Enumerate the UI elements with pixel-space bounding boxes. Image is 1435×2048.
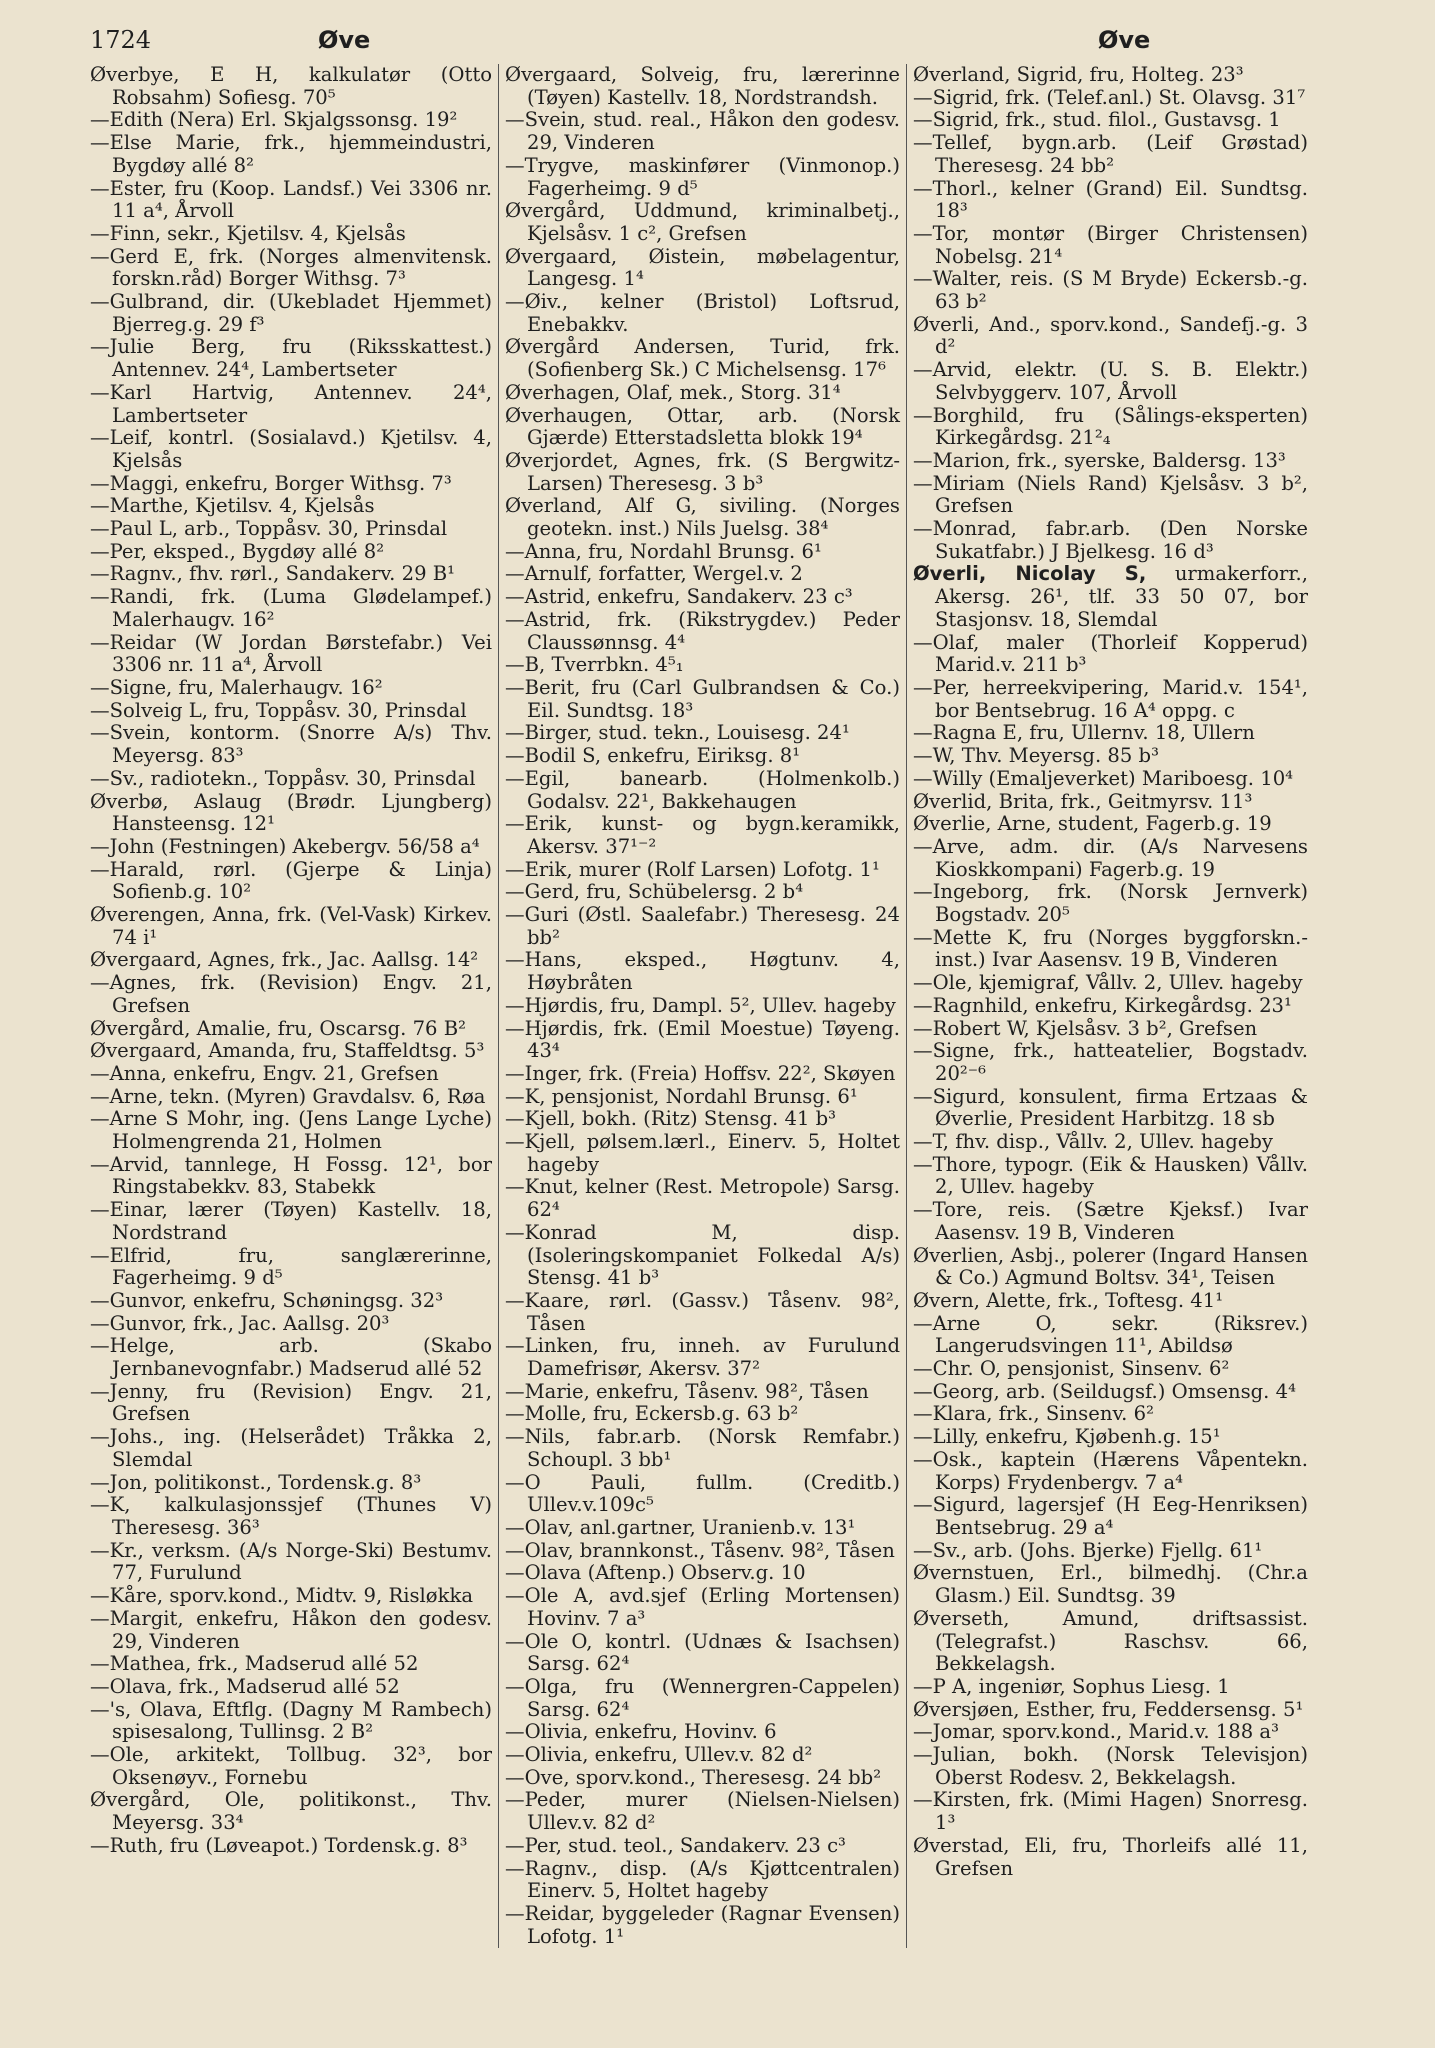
column-1 xyxy=(90,64,498,1948)
directory-entry: —K, pensjonist, Nordahl Brunsg. 6¹ xyxy=(505,1084,858,1108)
directory-entry: —Borghild, fru (Sålings-eksperten) Kirkegårdsg. 21²₄ xyxy=(913,403,1308,450)
directory-entry: —B, Tverrbkn. 4⁵₁ xyxy=(505,653,684,677)
directory-entry: —Karl Hartvig, Antennev. 24⁴, Lambertseter xyxy=(90,380,492,427)
directory-entry: —Finn, sekr., Kjetilsv. 4, Kjelsås xyxy=(90,221,406,245)
directory-entry: —Per, eksped., Bygdøy allé 8² xyxy=(90,539,385,563)
directory-entry: —Per, stud. teol., Sandakerv. 23 c³ xyxy=(505,1833,846,1857)
directory-entry: Øverlid, Brita, frk., Geitmyrsv. 11³ xyxy=(913,789,1253,813)
directory-entry: —Hjørdis, fru, Dampl. 5², Ullev. hageby xyxy=(505,993,896,1017)
directory-entry: —Olga, fru (Wennergren-Cappelen) Sarsg. 62⁴ xyxy=(505,1674,900,1721)
directory-entry: —Robert W, Kjelsåsv. 3 b², Grefsen xyxy=(913,1016,1258,1040)
directory-entry: —Kjell, pølsem.lærl., Einerv. 5, Holtet hageby xyxy=(505,1130,900,1176)
directory-entry: —Ole O, kontrl. (Udnæs & Isachsen) Sarsg. 62⁴ xyxy=(505,1629,900,1676)
directory-entry: Øverli, And., sporv.kond., Sandefj.-g. 3 d² xyxy=(913,312,1308,359)
directory-entry: Øvern, Alette, frk., Toftesg. 41¹ xyxy=(913,1288,1224,1312)
column-2 xyxy=(498,64,906,1948)
directory-entry: —Osk., kaptein (Hærens Våpentekn. Korps) Frydenbergv. 7 a⁴ xyxy=(913,1447,1308,1494)
directory-entry: —Monrad, fabr.arb. (Den Norske Sukatfabr.) J Bjelkesg. 16 d³ xyxy=(913,517,1308,563)
directory-entry: —Einar, lærer (Tøyen) Kastellv. 18, Nordstrand xyxy=(90,1198,492,1244)
directory-entry: —Astrid, enkefru, Sandakerv. 23 c³ xyxy=(505,585,853,609)
directory-entry: —Signe, frk., hatteatelier, Bogstadv. 20²⁻⁶ xyxy=(913,1039,1308,1085)
directory-entry: —Mathea, frk., Madserud allé 52 xyxy=(90,1652,419,1676)
directory-entry: Øverhagen, Olaf, mek., Storg. 31⁴ xyxy=(505,380,841,404)
directory-entry: —K, kalkulasjonssjef (Thunes V) Theresesg. 36³ xyxy=(90,1493,492,1539)
directory-entry: Øverland, Sigrid, fru, Holteg. 23³ xyxy=(913,63,1244,86)
directory-entry: —Knut, kelner (Rest. Metropole) Sarsg. 62⁴ xyxy=(505,1175,900,1222)
directory-entry: —Tellef, bygn.arb. (Leif Grøstad) Theresesg. 24 bb² xyxy=(913,131,1308,177)
directory-entry: —P A, ingeniør, Sophus Liesg. 1 xyxy=(913,1674,1230,1698)
entry-details: urmakerforr., Akersg. 26¹, tlf. 33 50 07, bor Stasjonsv. 18, Slemdal xyxy=(935,562,1308,631)
directory-entry: —Edith (Nera) Erl. Skjalgssonsg. 19² xyxy=(90,108,458,132)
directory-entry: Øvergård, Ole, politikonst., Thv. Meyersg. 33⁴ xyxy=(90,1788,492,1835)
directory-entry: —Linken, fru, inneh. av Furulund Damefrisør, Akersv. 37² xyxy=(505,1334,900,1381)
directory-entry: —Astrid, frk. (Rikstrygdev.) Peder Claussønnsg. 4⁴ xyxy=(505,607,900,654)
directory-entry: —Ragnv., disp. (A/s Kjøttcentralen) Einerv. 5, Holtet hageby xyxy=(505,1856,900,1903)
directory-entry: —Trygve, maskinfører (Vinmonop.) Fagerheimg. 9 d⁵ xyxy=(505,153,900,200)
directory-entry: —Sigrid, frk., stud. filol., Gustavsg. 1 xyxy=(913,108,1281,132)
directory-entry: —Gunvor, enkefru, Schøningsg. 32³ xyxy=(90,1288,444,1312)
directory-entry: —Georg, arb. (Seildugsf.) Omsensg. 4⁴ xyxy=(913,1379,1296,1403)
directory-entry: —Mette K, fru (Norges byggforskn.-inst.) Ivar Aasensv. 19 B, Vinderen xyxy=(913,925,1308,972)
directory-entry: —Ragnhild, enkefru, Kirkegårdsg. 23¹ xyxy=(913,993,1292,1017)
directory-entry: —Johs., ing. (Helserådet) Tråkka 2, Slemdal xyxy=(90,1425,492,1471)
directory-entry: —Nils, fabr.arb. (Norsk Remfabr.) Schoupl. 3 bb¹ xyxy=(505,1425,900,1471)
directory-entry: —Arne O, sekr. (Riksrev.) Langerudsvingen 11¹, Abildsø xyxy=(913,1311,1308,1358)
directory-entry: —Ove, sporv.kond., Theresesg. 24 bb² xyxy=(505,1765,882,1789)
directory-entry: —Else Marie, frk., hjemmeindustri, Bygdøy allé 8² xyxy=(90,131,492,177)
entry-name-bold: Øverli, Nicolay S, xyxy=(913,562,1147,586)
directory-entry: —Erik, murer (Rolf Larsen) Lofotg. 1¹ xyxy=(505,857,880,881)
directory-entry: —Molle, fru, Eckersb.g. 63 b² xyxy=(505,1402,799,1426)
directory-entry: Øvergaard, Amanda, fru, Staffeldtsg. 5³ xyxy=(90,1039,485,1063)
directory-entry: —Egil, banearb. (Holmenkolb.) Godalsv. 22¹, Bakkehaugen xyxy=(505,766,900,813)
directory-entry: —Gerd, fru, Schübelersg. 2 b⁴ xyxy=(505,880,804,904)
directory-entry: Øverseth, Amund, driftsassist. (Telegrafst.) Raschsv. 66, Bekkelagsh. xyxy=(913,1606,1308,1676)
directory-entry: —Jon, politikonst., Tordensk.g. 8³ xyxy=(90,1470,422,1494)
directory-entry: Øverhaugen, Ottar, arb. (Norsk Gjærde) Etterstadsletta blokk 19⁴ xyxy=(505,403,900,450)
directory-entry: —Sigurd, konsulent, firma Ertzaas & Øverlie, President Harbitzg. 18 sb xyxy=(913,1084,1308,1131)
directory-entry: —O Pauli, fullm. (Creditb.) Ullev.v.109c⁵ xyxy=(505,1470,900,1517)
directory-entry: Øvergaard, Agnes, frk., Jac. Aallsg. 14² xyxy=(90,948,479,972)
directory-entry: Øvergaard, Solveig, fru, lærerinne (Tøyen) Kastellv. 18, Nordstrandsh. xyxy=(505,63,900,109)
directory-entry: —Klara, frk., Sinsenv. 6² xyxy=(913,1402,1154,1426)
directory-entry: —Solveig L, fru, Toppåsv. 30, Prinsdal xyxy=(90,698,467,722)
directory-entry: —Agnes, frk. (Revision) Engv. 21, Grefsen xyxy=(90,971,492,1017)
directory-entry: Øverjordet, Agnes, frk. (S Bergwitz-Larsen) Theresesg. 3 b³ xyxy=(505,448,900,495)
directory-entry: —Leif, kontrl. (Sosialavd.) Kjetilsv. 4, Kjelsås xyxy=(90,426,492,472)
page-header xyxy=(90,20,1413,64)
directory-entry: —Arvid, tannlege, H Fossg. 12¹, bor Ringstabekkv. 83, Stabekk xyxy=(90,1152,492,1199)
column-3 xyxy=(906,64,1314,1948)
directory-entry: —Konrad M, disp. (Isoleringskompaniet Folkedal A/s) Stensg. 41 b³ xyxy=(505,1220,900,1290)
directory-entry: —Olava, frk., Madserud allé 52 xyxy=(90,1674,400,1698)
directory-entry: —Ragnv., fhv. rørl., Sandakerv. 29 B¹ xyxy=(90,562,456,586)
directory-entry: Øverbø, Aslaug (Brødr. Ljungberg) Hansteensg. 12¹ xyxy=(90,789,492,836)
directory-entry: —Miriam (Niels Rand) Kjelsåsv. 3 b², Grefsen xyxy=(913,471,1308,518)
directory-entry: —Olav, brannkonst., Tåsenv. 98², Tåsen xyxy=(505,1538,895,1562)
directory-entry: —Sv., arb. (Johs. Bjerke) Fjellg. 61¹ xyxy=(913,1538,1263,1562)
directory-entry: —Olav, anl.gartner, Uranienb.v. 13¹ xyxy=(505,1516,856,1539)
directory-entry: —Ole, arkitekt, Tollbug. 32³, bor Oksenøyv., Fornebu xyxy=(90,1743,492,1789)
page-number: 1724 xyxy=(90,26,152,54)
running-head-left: Øve xyxy=(318,26,371,54)
directory-entry xyxy=(913,563,1308,631)
directory-entry: —Margit, enkefru, Håkon den godesv. 29, Vinderen xyxy=(90,1606,492,1653)
directory-entry: Øverland, Alf G, siviling. (Norges geotekn. inst.) Nils Juelsg. 38⁴ xyxy=(505,494,900,541)
directory-entry: —Thore, typogr. (Eik & Hausken) Vållv. 2, Ullev. hageby xyxy=(913,1152,1308,1199)
directory-entry: —Lilly, enkefru, Kjøbenh.g. 15¹ xyxy=(913,1425,1221,1449)
directory-entry: —Olivia, enkefru, Hovinv. 6 xyxy=(505,1720,777,1744)
directory-entry: —W, Thv. Meyersg. 85 b³ xyxy=(913,744,1159,768)
directory-entry: Øvergård, Amalie, fru, Oscarsg. 76 B² xyxy=(90,1016,466,1040)
directory-entry: —Kaare, rørl. (Gassv.) Tåsenv. 98², Tåsen xyxy=(505,1288,900,1335)
directory-entry: —Marion, frk., syerske, Baldersg. 13³ xyxy=(913,448,1286,472)
directory-entry: —Hans, eksped., Høgtunv. 4, Høybråten xyxy=(505,948,900,995)
directory-entry: —Birger, stud. tekn., Louisesg. 24¹ xyxy=(505,721,850,745)
directory-entry: —Olaf, maler (Thorleif Kopperud) Marid.v. 211 b³ xyxy=(913,630,1308,677)
directory-entry: —Thorl., kelner (Grand) Eil. Sundtsg. 18³ xyxy=(913,176,1308,223)
directory-entry: —Svein, stud. real., Håkon den godesv. 29, Vinderen xyxy=(505,108,900,155)
directory-entry: —Bodil S, enkefru, Eiriksg. 8¹ xyxy=(505,744,801,768)
directory-entry: —Marthe, Kjetilsv. 4, Kjelsås xyxy=(90,494,375,518)
directory-entry: —Kirsten, frk. (Mimi Hagen) Snorresg. 1³ xyxy=(913,1788,1308,1835)
directory-entry: —Arne S Mohr, ing. (Jens Lange Lyche) Holmengrenda 21, Holmen xyxy=(90,1107,492,1154)
directory-entry: —Ester, fru (Koop. Landsf.) Vei 3306 nr. 11 a⁴, Årvoll xyxy=(90,176,492,223)
directory-entry: —Erik, kunst- og bygn.keramikk, Akersv. 37¹⁻² xyxy=(505,812,900,858)
directory-entry: —Hjørdis, frk. (Emil Moestue) Tøyeng. 43⁴ xyxy=(505,1016,900,1063)
directory-entry: —Julian, bokh. (Norsk Televisjon) Oberst Rodesv. 2, Bekkelagsh. xyxy=(913,1743,1308,1789)
directory-entry: —Inger, frk. (Freia) Hoffsv. 22², Skøyen xyxy=(505,1061,896,1085)
directory-entry: —Jenny, fru (Revision) Engv. 21, Grefsen xyxy=(90,1379,492,1426)
directory-entry: —Ingeborg, frk. (Norsk Jernverk) Bogstadv. 20⁵ xyxy=(913,880,1308,927)
directory-entry: —Sv., radiotekn., Toppåsv. 30, Prinsdal xyxy=(90,766,476,790)
directory-entry: Øverengen, Anna, frk. (Vel-Vask) Kirkev. 74 i¹ xyxy=(90,903,492,949)
directory-entry: —Ole A, avd.sjef (Erling Mortensen) Hovinv. 7 a³ xyxy=(505,1584,900,1630)
directory-entry: —Ruth, fru (Løveapot.) Tordensk.g. 8³ xyxy=(90,1833,468,1857)
directory-entry: —Harald, rørl. (Gjerpe & Linja) Sofienb.g. 10² xyxy=(90,857,492,904)
directory-entry: —Jomar, sporv.kond., Marid.v. 188 a³ xyxy=(913,1720,1279,1744)
directory-entry: —Willy (Emaljeverket) Mariboesg. 10⁴ xyxy=(913,766,1294,790)
running-head-right: Øve xyxy=(1098,26,1151,54)
directory-entry: —Gulbrand, dir. (Ukebladet Hjemmet) Bjerreg.g. 29 f³ xyxy=(90,290,492,336)
directory-entry: —Julie Berg, fru (Riksskattest.) Antennev. 24⁴, Lambertseter xyxy=(90,335,492,382)
directory-columns xyxy=(90,64,1413,1948)
directory-entry: —Sigurd, lagersjef (H Eeg-Henriksen) Bentsebrug. 29 a⁴ xyxy=(913,1493,1308,1539)
directory-entry: Øvergård Andersen, Turid, frk. (Sofienberg Sk.) C Michelsensg. 17⁶ xyxy=(505,335,900,382)
directory-entry: —Gunvor, frk., Jac. Aallsg. 20³ xyxy=(90,1311,390,1335)
directory-entry: —Elfrid, fru, sanglærerinne, Fagerheimg. 9 d⁵ xyxy=(90,1243,492,1290)
directory-entry: —Maggi, enkefru, Borger Withsg. 7³ xyxy=(90,471,452,495)
directory-entry: —Reidar, byggeleder (Ragnar Evensen) Lofotg. 1¹ xyxy=(505,1901,900,1948)
directory-entry: —Ole, kjemigraf, Vållv. 2, Ullev. hageby xyxy=(913,971,1303,995)
directory-entry: —John (Festningen) Akebergv. 56/58 a⁴ xyxy=(90,834,480,858)
directory-entry: Øverbye, E H, kalkulatør (Otto Robsahm) Sofiesg. 70⁵ xyxy=(90,63,492,109)
directory-entry: —Gerd E, frk. (Norges almenvitensk. forskn.råd) Borger Withsg. 7³ xyxy=(90,244,492,291)
directory-entry: —Olivia, enkefru, Ullev.v. 82 d² xyxy=(505,1743,813,1767)
directory-entry: —Sigrid, frk. (Telef.anl.) St. Olavsg. 31⁷ xyxy=(913,85,1306,109)
directory-entry: —Ragna E, fru, Ullernv. 18, Ullern xyxy=(913,721,1255,745)
directory-entry: —Anna, fru, Nordahl Brunsg. 6¹ xyxy=(505,539,822,563)
directory-entry: —Anna, enkefru, Engv. 21, Grefsen xyxy=(90,1061,439,1085)
directory-entry: —Tore, reis. (Sætre Kjeksf.) Ivar Aasensv. 19 B, Vinderen xyxy=(913,1198,1308,1244)
directory-entry: —Arvid, elektr. (U. S. B. Elektr.) Selvbyggerv. 107, Årvoll xyxy=(913,358,1308,404)
directory-entry: —Paul L, arb., Toppåsv. 30, Prinsdal xyxy=(90,517,448,541)
directory-entry: Øverlien, Asbj., polerer (Ingard Hansen & Co.) Agmund Boltsv. 34¹, Teisen xyxy=(913,1243,1308,1290)
directory-entry: —Peder, murer (Nielsen-Nielsen) Ullev.v. 82 d² xyxy=(505,1788,900,1835)
directory-entry: —Guri (Østl. Saalefabr.) Theresesg. 24 bb² xyxy=(505,903,900,949)
directory-entry: —T, fhv. disp., Vållv. 2, Ullev. hageby xyxy=(913,1130,1273,1154)
directory-entry: —Tor, montør (Birger Christensen) Nobelsg. 21⁴ xyxy=(913,221,1308,268)
directory-entry: —Arne, tekn. (Myren) Gravdalsv. 6, Røa xyxy=(90,1084,486,1108)
directory-entry: —Berit, fru (Carl Gulbrandsen & Co.) Eil. Sundtsg. 18³ xyxy=(505,675,900,722)
directory-entry: —Per, herreekvipering, Marid.v. 154¹, bor Bentsebrug. 16 A⁴ oppg. c xyxy=(913,675,1308,722)
directory-entry: —Helge, arb. (Skabo Jernbanevognfabr.) Madserud allé 52 xyxy=(90,1334,492,1381)
directory-entry: Øvernstuen, Erl., bilmedhj. (Chr.a Glasm.) Eil. Sundtsg. 39 xyxy=(913,1561,1308,1608)
directory-entry: —Svein, kontorm. (Snorre A/s) Thv. Meyersg. 83³ xyxy=(90,721,492,768)
directory-entry: —Marie, enkefru, Tåsenv. 98², Tåsen xyxy=(505,1379,869,1403)
directory-entry: —Arnulf, forfatter, Wergel.v. 2 xyxy=(505,562,803,586)
directory-entry: —'s, Olava, Eftflg. (Dagny M Rambech) spisesalong, Tullinsg. 2 B² xyxy=(90,1697,492,1744)
directory-entry: Øversjøen, Esther, fru, Feddersensg. 5¹ xyxy=(913,1697,1304,1721)
directory-entry: Øverstad, Eli, fru, Thorleifs allé 11, Grefsen xyxy=(913,1833,1308,1880)
directory-entry: Øvergaard, Øistein, møbelagentur, Langesg. 1⁴ xyxy=(505,244,900,291)
directory-entry: Øverlie, Arne, student, Fagerb.g. 19 xyxy=(913,812,1272,836)
directory-entry: —Arve, adm. dir. (A/s Narvesens Kioskkompani) Fagerb.g. 19 xyxy=(913,834,1308,881)
directory-entry: —Walter, reis. (S M Bryde) Eckersb.-g. 63 b² xyxy=(913,267,1308,314)
directory-entry: —Kjell, bokh. (Ritz) Stensg. 41 b³ xyxy=(505,1107,837,1131)
directory-entry: Øvergård, Uddmund, kriminalbetj., Kjelsåsv. 1 c², Grefsen xyxy=(505,199,900,245)
directory-entry: —Chr. O, pensjonist, Sinsenv. 6² xyxy=(913,1357,1230,1381)
directory-entry: —Kåre, sporv.kond., Midtv. 9, Risløkka xyxy=(90,1584,474,1608)
directory-entry: —Randi, frk. (Luma Glødelampef.) Malerhaugv. 16² xyxy=(90,585,492,631)
directory-entry: —Reidar (W Jordan Børstefabr.) Vei 3306 nr. 11 a⁴, Årvoll xyxy=(90,630,492,677)
directory-entry: —Kr., verksm. (A/s Norge-Ski) Bestumv. 77, Furulund xyxy=(90,1538,492,1585)
directory-entry: —Øiv., kelner (Bristol) Loftsrud, Enebakkv. xyxy=(505,290,900,336)
directory-entry: —Olava (Aftenp.) Observ.g. 10 xyxy=(505,1561,806,1585)
directory-entry: —Signe, fru, Malerhaugv. 16² xyxy=(90,675,383,699)
